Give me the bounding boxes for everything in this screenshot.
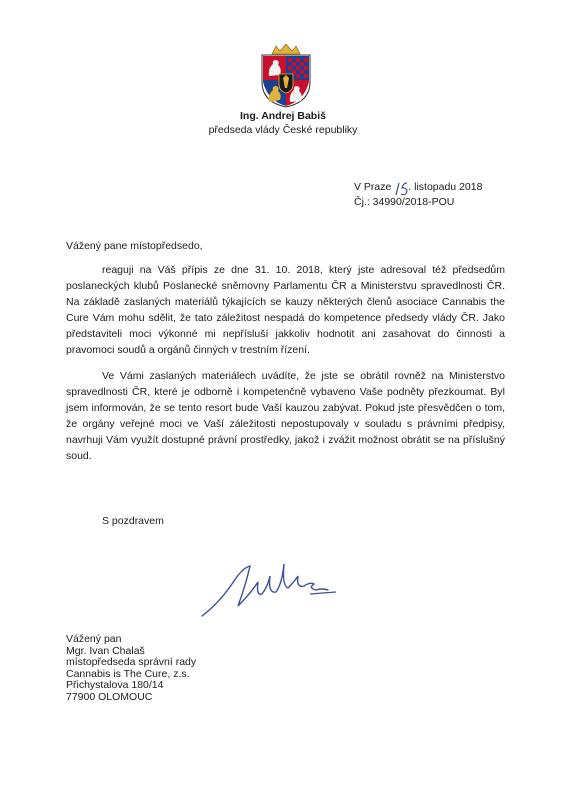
recipient-address (66, 634, 196, 703)
salutation: Vážený pane místopředsedo, (66, 240, 203, 252)
sender-name: Ing. Andrej Babiš (240, 110, 326, 122)
recipient-line: Přichystalova 180/14 (66, 679, 164, 691)
date-month-year: . listopadu 2018 (408, 181, 483, 193)
signature (198, 554, 358, 624)
closing: S pozdravem (102, 515, 164, 527)
letter-body (66, 262, 505, 474)
paragraph: reaguji na Váš přípis ze dne 31. 10. 2018, který jste adresoval též předsedům poslaneckých klubů Poslanecké sněmovny Parlamentu ČR a Ministerstvu spravedlnosti ČR. Na základě zaslaných materiálů týkajících se kauzy některých členů asociace Cannabis the Cure Vám mohu sdělit, že tato záležitost nespadá do kompetence předsedy vlády ČR. Jako představiteli moci výkonné mi nepřísluší jakkoliv hodnotit ani zasahovat do činnosti a pravomoci soudů a orgánů činných v trestním řízení. (66, 264, 505, 356)
reference-number: Čj.: 34990/2018-POU (354, 196, 455, 208)
handwritten-day-icon (394, 181, 410, 199)
sender-role: předseda vlády České republiky (208, 124, 358, 136)
recipient-line: 77900 OLOMOUC (66, 690, 153, 703)
recipient-line: Vážený pan (66, 633, 122, 645)
recipient-line: Cannabis is The Cure, z.s. (66, 667, 190, 680)
date-block (354, 180, 482, 210)
coat-of-arms-icon (258, 44, 314, 108)
signature-icon (198, 554, 358, 624)
recipient-line: Mgr. Ivan Chalaš (66, 644, 145, 657)
date-line (354, 180, 482, 195)
date-place: V Praze (354, 181, 392, 193)
paragraph: Ve Vámi zaslaných materiálech uvádíte, že jste se obrátil rovněž na Ministerstvo spravedlnosti ČR, které je odborně i kompetenčně vybaveno Vaše podněty přezkoumat. Byl jsem informován, že se tento resort bude Vaší kauzou zabývat. Pokud jste přesvědčen o tom, že orgány veřejné moci ve Vaší záležitosti nepostupovaly v souladu s právními předpisy, navrhuji Vám využít dostupné právní prostředky, jakož i zvážit možnost obrátit se na příslušný soud. (66, 370, 505, 462)
recipient-line: místopředseda správní rady (66, 656, 197, 668)
